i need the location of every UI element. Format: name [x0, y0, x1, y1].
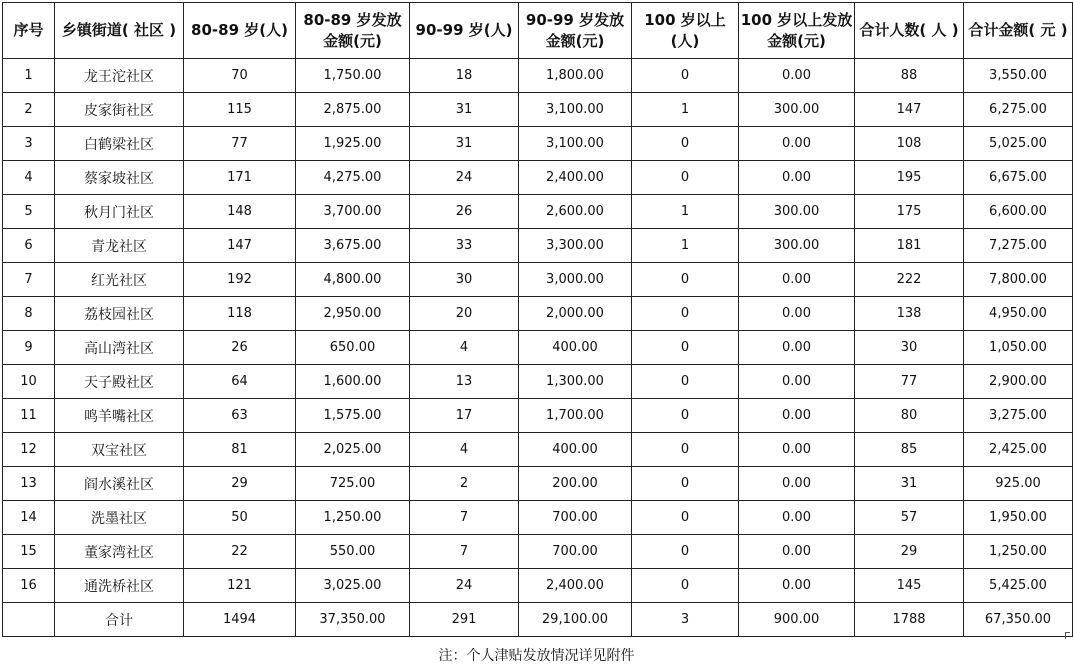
cell-total-amount: 3,550.00	[964, 59, 1073, 93]
cell-90-99-amount: 3,300.00	[519, 229, 632, 263]
cell-100plus-count: 1	[632, 93, 739, 127]
cell-index: 16	[3, 569, 55, 603]
total-cell-90-99-count: 291	[410, 603, 519, 637]
cell-80-89-amount: 2,875.00	[296, 93, 410, 127]
cell-80-89-count: 70	[184, 59, 296, 93]
subsidy-table-container	[2, 2, 1073, 637]
cell-100plus-amount: 0.00	[739, 297, 855, 331]
cell-total-count: 57	[855, 501, 964, 535]
cell-100plus-amount: 0.00	[739, 127, 855, 161]
table-row	[3, 331, 1073, 365]
cell-total-count: 85	[855, 433, 964, 467]
cell-index: 12	[3, 433, 55, 467]
cell-100plus-count: 1	[632, 195, 739, 229]
footnote: 注：个人津贴发放情况详见附件	[438, 648, 635, 664]
cell-80-89-count: 64	[184, 365, 296, 399]
cell-total-count: 175	[855, 195, 964, 229]
cell-80-89-amount: 2,950.00	[296, 297, 410, 331]
cell-community: 双宝社区	[55, 433, 184, 467]
cell-90-99-count: 13	[410, 365, 519, 399]
cell-100plus-count: 0	[632, 433, 739, 467]
cell-total-count: 88	[855, 59, 964, 93]
table-row	[3, 127, 1073, 161]
table-row	[3, 263, 1073, 297]
cell-90-99-count: 24	[410, 569, 519, 603]
total-row	[3, 603, 1073, 637]
cell-90-99-amount: 3,100.00	[519, 93, 632, 127]
cell-90-99-count: 17	[410, 399, 519, 433]
cell-index: 3	[3, 127, 55, 161]
total-cell-total-amount: 67,350.00	[964, 603, 1073, 637]
cell-100plus-count: 0	[632, 297, 739, 331]
cell-80-89-count: 50	[184, 501, 296, 535]
cell-index: 15	[3, 535, 55, 569]
cell-community: 荔枝园社区	[55, 297, 184, 331]
header-row	[3, 3, 1073, 59]
cell-80-89-amount: 2,025.00	[296, 433, 410, 467]
cell-90-99-count: 18	[410, 59, 519, 93]
cell-total-amount: 6,600.00	[964, 195, 1073, 229]
cell-total-count: 30	[855, 331, 964, 365]
cell-total-amount: 6,675.00	[964, 161, 1073, 195]
cell-100plus-amount: 300.00	[739, 195, 855, 229]
cell-100plus-count: 0	[632, 331, 739, 365]
cell-100plus-count: 0	[632, 59, 739, 93]
cell-total-amount: 1,250.00	[964, 535, 1073, 569]
table-row	[3, 569, 1073, 603]
cell-90-99-count: 26	[410, 195, 519, 229]
cell-100plus-amount: 0.00	[739, 569, 855, 603]
cell-80-89-amount: 550.00	[296, 535, 410, 569]
cell-100plus-count: 1	[632, 229, 739, 263]
cell-total-amount: 1,050.00	[964, 331, 1073, 365]
cell-total-amount: 7,275.00	[964, 229, 1073, 263]
cell-90-99-amount: 2,600.00	[519, 195, 632, 229]
cell-90-99-count: 4	[410, 331, 519, 365]
table-row	[3, 229, 1073, 263]
corner-mark	[1065, 632, 1070, 639]
cell-total-amount: 7,800.00	[964, 263, 1073, 297]
cell-90-99-count: 7	[410, 535, 519, 569]
cell-90-99-amount: 200.00	[519, 467, 632, 501]
cell-90-99-amount: 2,000.00	[519, 297, 632, 331]
cell-100plus-count: 0	[632, 365, 739, 399]
table-row	[3, 467, 1073, 501]
cell-90-99-amount: 400.00	[519, 433, 632, 467]
cell-80-89-count: 121	[184, 569, 296, 603]
header-total-amount: 合计金额( 元 )	[964, 3, 1073, 59]
cell-community: 通洗桥社区	[55, 569, 184, 603]
cell-total-count: 29	[855, 535, 964, 569]
cell-100plus-amount: 0.00	[739, 365, 855, 399]
cell-community: 皮家街社区	[55, 93, 184, 127]
cell-80-89-amount: 1,750.00	[296, 59, 410, 93]
cell-90-99-count: 31	[410, 93, 519, 127]
cell-index: 9	[3, 331, 55, 365]
cell-total-count: 31	[855, 467, 964, 501]
total-cell-100plus-count: 3	[632, 603, 739, 637]
cell-90-99-count: 30	[410, 263, 519, 297]
cell-80-89-amount: 3,675.00	[296, 229, 410, 263]
cell-90-99-count: 24	[410, 161, 519, 195]
table-row	[3, 535, 1073, 569]
cell-100plus-amount: 0.00	[739, 331, 855, 365]
cell-total-count: 138	[855, 297, 964, 331]
cell-community: 龙王沱社区	[55, 59, 184, 93]
header-index: 序号	[3, 3, 55, 59]
table-row	[3, 195, 1073, 229]
cell-100plus-amount: 0.00	[739, 161, 855, 195]
cell-100plus-count: 0	[632, 467, 739, 501]
total-cell-100plus-amount: 900.00	[739, 603, 855, 637]
cell-community: 蔡家坡社区	[55, 161, 184, 195]
cell-80-89-amount: 3,700.00	[296, 195, 410, 229]
cell-90-99-amount: 400.00	[519, 331, 632, 365]
header-90-99-amount: 90-99 岁发放金额(元)	[519, 3, 632, 59]
cell-total-amount: 2,425.00	[964, 433, 1073, 467]
cell-community: 董家湾社区	[55, 535, 184, 569]
cell-index: 2	[3, 93, 55, 127]
total-cell-community: 合计	[55, 603, 184, 637]
total-cell-90-99-amount: 29,100.00	[519, 603, 632, 637]
cell-community: 高山湾社区	[55, 331, 184, 365]
cell-index: 10	[3, 365, 55, 399]
cell-80-89-count: 171	[184, 161, 296, 195]
cell-100plus-amount: 300.00	[739, 93, 855, 127]
cell-total-amount: 3,275.00	[964, 399, 1073, 433]
cell-100plus-amount: 0.00	[739, 467, 855, 501]
cell-community: 红光社区	[55, 263, 184, 297]
cell-total-amount: 5,425.00	[964, 569, 1073, 603]
header-80-89-count: 80-89 岁(人)	[184, 3, 296, 59]
cell-index: 6	[3, 229, 55, 263]
cell-80-89-amount: 1,250.00	[296, 501, 410, 535]
header-100plus-amount: 100 岁以上发放金额(元)	[739, 3, 855, 59]
cell-index: 14	[3, 501, 55, 535]
cell-80-89-count: 22	[184, 535, 296, 569]
cell-90-99-count: 31	[410, 127, 519, 161]
total-cell-80-89-count: 1494	[184, 603, 296, 637]
cell-90-99-count: 7	[410, 501, 519, 535]
header-total-count: 合计人数( 人 )	[855, 3, 964, 59]
cell-100plus-count: 0	[632, 501, 739, 535]
cell-community: 鸣羊嘴社区	[55, 399, 184, 433]
table-row	[3, 93, 1073, 127]
cell-community: 白鹤梁社区	[55, 127, 184, 161]
cell-100plus-count: 0	[632, 127, 739, 161]
cell-80-89-amount: 1,575.00	[296, 399, 410, 433]
cell-90-99-count: 4	[410, 433, 519, 467]
cell-total-count: 147	[855, 93, 964, 127]
cell-total-count: 195	[855, 161, 964, 195]
cell-80-89-count: 148	[184, 195, 296, 229]
cell-total-amount: 925.00	[964, 467, 1073, 501]
cell-90-99-amount: 1,800.00	[519, 59, 632, 93]
cell-90-99-amount: 3,100.00	[519, 127, 632, 161]
header-100plus-count: 100 岁以上(人)	[632, 3, 739, 59]
cell-100plus-amount: 0.00	[739, 535, 855, 569]
cell-100plus-amount: 0.00	[739, 501, 855, 535]
cell-80-89-count: 29	[184, 467, 296, 501]
cell-80-89-amount: 3,025.00	[296, 569, 410, 603]
cell-100plus-count: 0	[632, 399, 739, 433]
cell-80-89-amount: 4,800.00	[296, 263, 410, 297]
table-header	[3, 3, 1073, 59]
cell-100plus-count: 0	[632, 263, 739, 297]
cell-80-89-count: 118	[184, 297, 296, 331]
cell-total-count: 181	[855, 229, 964, 263]
header-80-89-amount: 80-89 岁发放金额(元)	[296, 3, 410, 59]
cell-total-amount: 5,025.00	[964, 127, 1073, 161]
cell-community: 阎水溪社区	[55, 467, 184, 501]
cell-80-89-count: 81	[184, 433, 296, 467]
cell-index: 5	[3, 195, 55, 229]
cell-total-count: 108	[855, 127, 964, 161]
cell-80-89-count: 147	[184, 229, 296, 263]
cell-100plus-amount: 0.00	[739, 433, 855, 467]
cell-total-count: 80	[855, 399, 964, 433]
cell-80-89-amount: 1,925.00	[296, 127, 410, 161]
total-cell-80-89-amount: 37,350.00	[296, 603, 410, 637]
cell-index: 11	[3, 399, 55, 433]
total-cell-total-count: 1788	[855, 603, 964, 637]
table-row	[3, 399, 1073, 433]
cell-80-89-count: 77	[184, 127, 296, 161]
cell-100plus-count: 0	[632, 535, 739, 569]
table-row	[3, 297, 1073, 331]
cell-total-amount: 6,275.00	[964, 93, 1073, 127]
cell-total-amount: 2,900.00	[964, 365, 1073, 399]
cell-100plus-amount: 0.00	[739, 399, 855, 433]
cell-community: 青龙社区	[55, 229, 184, 263]
table-row	[3, 365, 1073, 399]
table-row	[3, 433, 1073, 467]
cell-100plus-amount: 300.00	[739, 229, 855, 263]
cell-100plus-count: 0	[632, 161, 739, 195]
table-body	[3, 59, 1073, 637]
cell-80-89-amount: 4,275.00	[296, 161, 410, 195]
total-cell-index	[3, 603, 55, 637]
cell-90-99-count: 20	[410, 297, 519, 331]
cell-community: 洗墨社区	[55, 501, 184, 535]
cell-community: 天子殿社区	[55, 365, 184, 399]
table-row	[3, 161, 1073, 195]
cell-index: 1	[3, 59, 55, 93]
cell-80-89-count: 63	[184, 399, 296, 433]
cell-90-99-amount: 700.00	[519, 535, 632, 569]
cell-community: 秋月门社区	[55, 195, 184, 229]
cell-80-89-amount: 650.00	[296, 331, 410, 365]
cell-total-count: 222	[855, 263, 964, 297]
cell-total-amount: 4,950.00	[964, 297, 1073, 331]
cell-90-99-amount: 1,300.00	[519, 365, 632, 399]
header-community: 乡镇街道( 社区 )	[55, 3, 184, 59]
cell-total-count: 145	[855, 569, 964, 603]
cell-90-99-amount: 2,400.00	[519, 161, 632, 195]
cell-100plus-count: 0	[632, 569, 739, 603]
cell-80-89-amount: 725.00	[296, 467, 410, 501]
cell-total-count: 77	[855, 365, 964, 399]
cell-80-89-count: 115	[184, 93, 296, 127]
cell-100plus-amount: 0.00	[739, 263, 855, 297]
cell-90-99-amount: 1,700.00	[519, 399, 632, 433]
header-90-99-count: 90-99 岁(人)	[410, 3, 519, 59]
cell-90-99-amount: 700.00	[519, 501, 632, 535]
cell-index: 13	[3, 467, 55, 501]
cell-90-99-amount: 3,000.00	[519, 263, 632, 297]
cell-80-89-amount: 1,600.00	[296, 365, 410, 399]
cell-index: 4	[3, 161, 55, 195]
table-row	[3, 501, 1073, 535]
cell-total-amount: 1,950.00	[964, 501, 1073, 535]
cell-90-99-amount: 2,400.00	[519, 569, 632, 603]
cell-100plus-amount: 0.00	[739, 59, 855, 93]
cell-80-89-count: 192	[184, 263, 296, 297]
cell-90-99-count: 2	[410, 467, 519, 501]
subsidy-table	[2, 2, 1073, 637]
cell-80-89-count: 26	[184, 331, 296, 365]
table-row	[3, 59, 1073, 93]
cell-90-99-count: 33	[410, 229, 519, 263]
cell-index: 8	[3, 297, 55, 331]
cell-index: 7	[3, 263, 55, 297]
